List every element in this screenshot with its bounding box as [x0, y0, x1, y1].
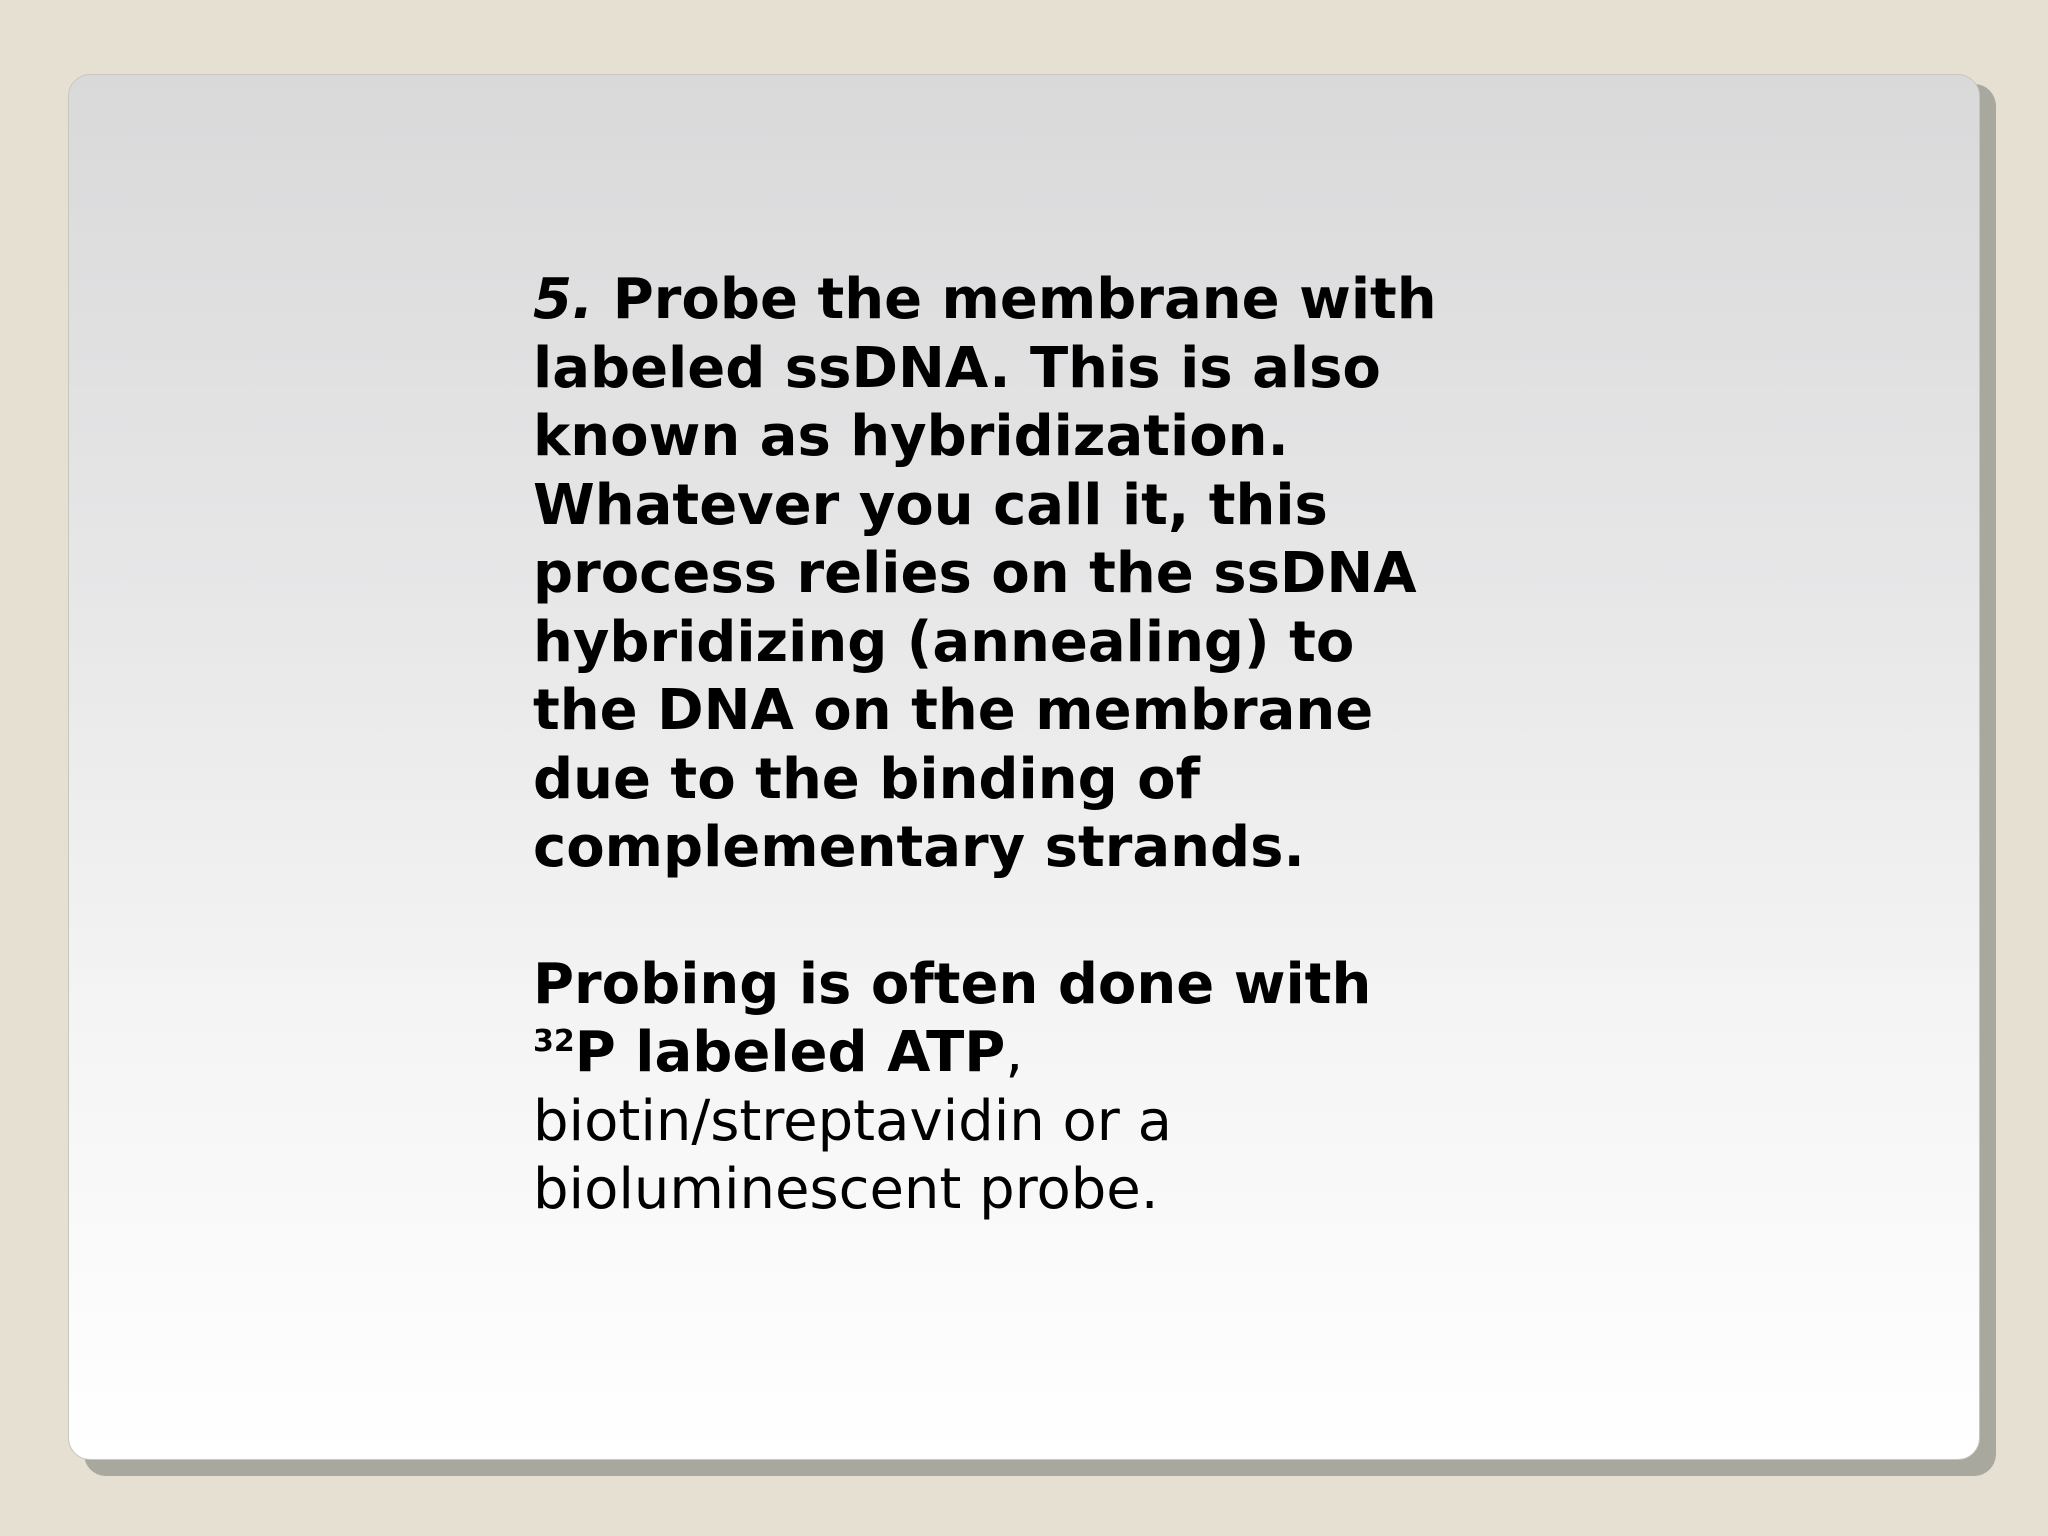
paragraph-line: labeled ssDNA. This is also	[533, 335, 1381, 401]
paragraph-line: known as hybridization.	[533, 404, 1289, 469]
paragraph-line: hybridizing (annealing) to	[533, 609, 1355, 675]
paragraph-line: the DNA on the membrane	[533, 678, 1374, 743]
paragraph-line: bioluminescent probe.	[533, 1157, 1159, 1222]
paragraph-line: due to the binding of	[533, 746, 1200, 812]
isotope-superscript: 32	[533, 1024, 575, 1059]
paragraph-line	[533, 266, 1533, 335]
paragraph-line: biotin/streptavidin or a	[533, 1088, 1172, 1154]
paragraph-hybridization	[533, 266, 1533, 883]
paragraph-line: process relies on the ssDNA	[533, 541, 1417, 606]
paragraph-line: complementary strands.	[533, 815, 1305, 880]
line-text: Probe the membrane with	[612, 267, 1437, 332]
paragraph-line: Whatever you call it, this	[533, 472, 1328, 538]
slide-text-block	[533, 266, 1533, 1225]
isotope-label: P labeled ATP	[574, 1020, 1006, 1085]
paragraph-spacer	[533, 883, 1533, 951]
step-number: 5.	[533, 267, 594, 332]
comma: ,	[1005, 1020, 1024, 1085]
paragraph-probing	[533, 951, 1533, 1225]
paragraph-line	[533, 1019, 1533, 1088]
paragraph-line: Probing is often done with	[533, 951, 1372, 1017]
